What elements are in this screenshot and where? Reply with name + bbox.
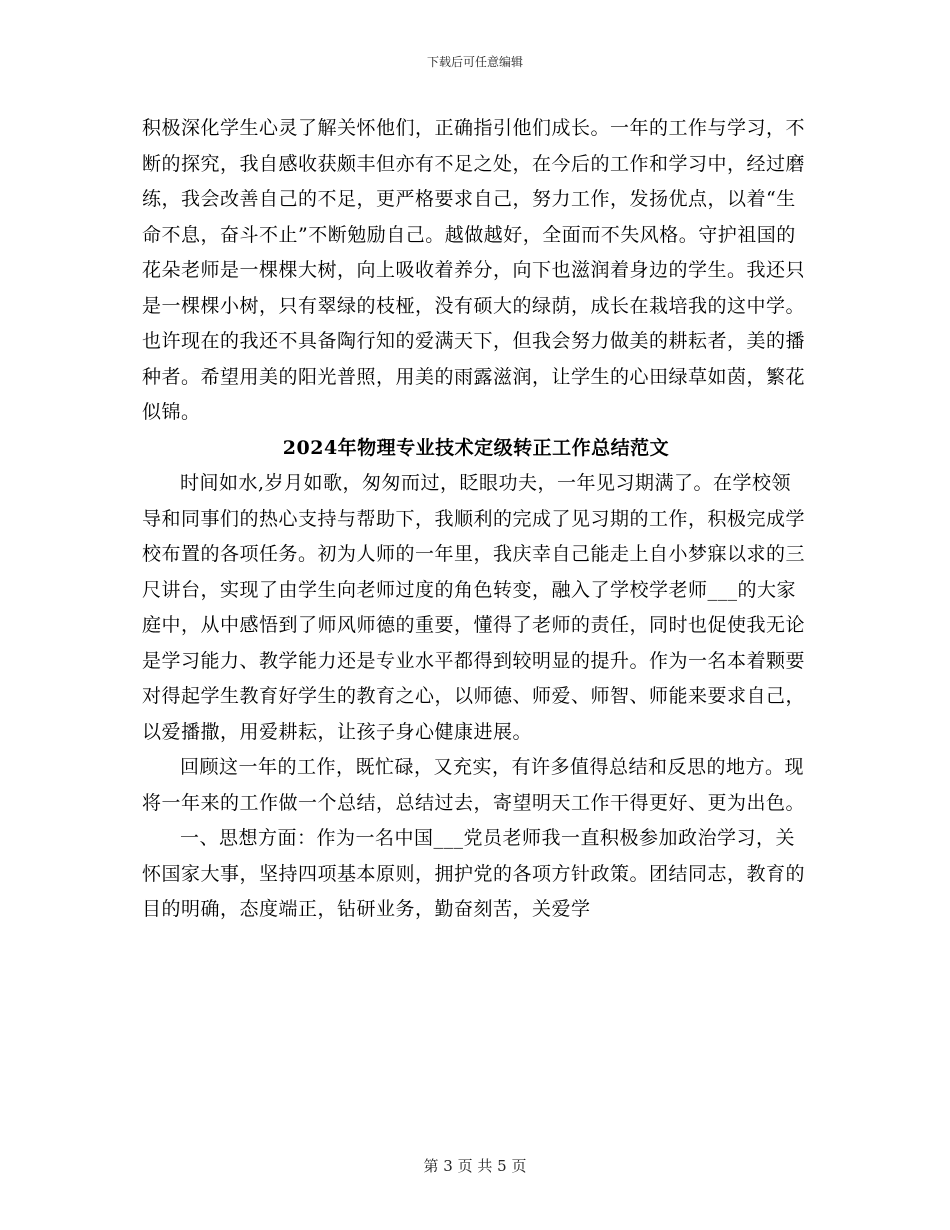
page-header: 下载后可任意编辑	[426, 55, 523, 69]
document-body	[142, 111, 810, 928]
paragraph-ideology: 一、思想方面：作为一名中国___党员老师我一直积极参加政治学习，关怀国家大事，坚持四项基本原则，拥护党的各项方针政策。团结同志，教育的目的明确，态度端正，钻研业务，勤奋刻苦，关爱学	[142, 827, 806, 920]
page-footer: 第 3 页 共 5 页	[423, 1157, 527, 1175]
paragraph-continuation: 积极深化学生心灵了解关怀他们，正确指引他们成长。一年的工作与学习，不断的探究，我自感收获颇丰但亦有不足之处，在今后的工作和学习中，经过磨练，我会改善自己的不足，更严格要求自己，努力工作，发扬优点，以着“生命不息，奋斗不止”不断勉励自己。越做越好，全面而不失风格。守护祖国的花朵老师是一棵棵大树，向上吸收着养分，向下也滋润着身边的学生。我还只是一棵棵小树，只有翠绿的枝桠，没有硕大的绿荫，成长在栽培我的这中学。也许现在的我还不具备陶行知的爱满天下，但我会努力做美的耕耘者，美的播种者。希望用美的阳光普照，用美的雨露滋润，让学生的心田绿草如茵，繁花似锦。	[142, 117, 806, 423]
paragraph-intro: 时间如水,岁月如歌，匆匆而过，眨眼功夫，一年见习期满了。在学校领导和同事们的热心支持与帮助下，我顺利的完成了见习期的工作，积极完成学校布置的各项任务。初为人师的一年里，我庆幸自己能走上自小梦寐以求的三尺讲台，实现了由学生向老师过度的角色转变，融入了学校学老师___的大家庭中，从中感悟到了师风师德的重要，懂得了老师的责任，同时也促使我无论是学习能力、教学能力还是专业水平都得到较明显的提升。作为一名本着颗要对得起学生教育好学生的教育之心，以师德、师爱、师智、师能来要求自己，以爱播撒，用爱耕耘，让孩子身心健康进展。	[142, 472, 806, 743]
paragraph-review: 回顾这一年的工作，既忙碌，又充实，有许多值得总结和反思的地方。现将一年来的工作做一个总结，总结过去，寄望明天工作干得更好、更为出色。	[142, 756, 806, 814]
section-title: 2024年物理专业技术定级转正工作总结范文	[282, 436, 670, 459]
